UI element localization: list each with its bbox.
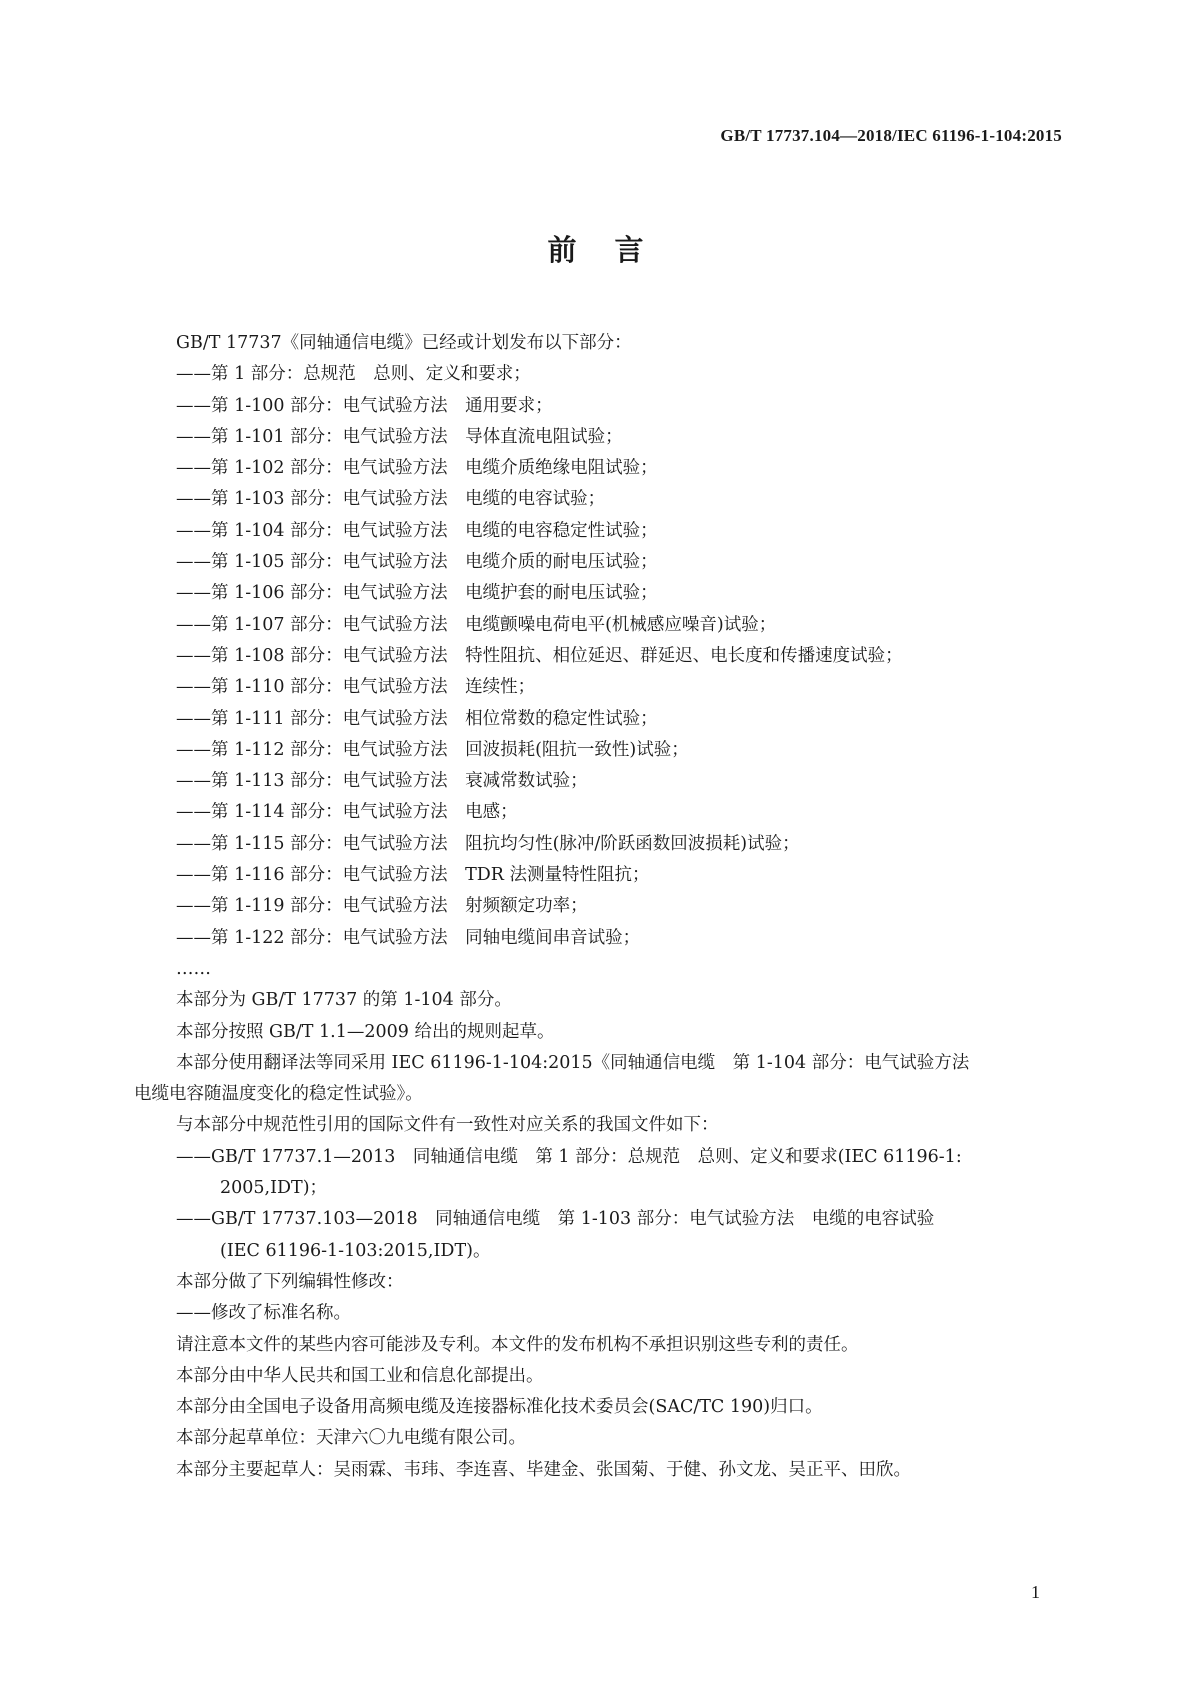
reference-item-line2: (IEC 61196-1-103:2015,IDT)。 — [220, 1240, 491, 1261]
parts-list — [134, 359, 1062, 954]
list-item: ——第 1-101 部分：电气试验方法 导体直流电阻试验； — [176, 426, 623, 447]
list-item: ——第 1-103 部分：电气试验方法 电缆的电容试验； — [176, 489, 606, 510]
page-title: 前言 — [547, 233, 682, 267]
list-item: ——第 1-116 部分：电气试验方法 TDR 法测量特性阻抗； — [176, 865, 650, 886]
list-item: ——第 1-115 部分：电气试验方法 阻抗均匀性(脉冲/阶跃函数回波损耗)试验； — [176, 833, 800, 854]
list-item: ——第 1-113 部分：电气试验方法 衰减常数试验； — [176, 771, 588, 792]
page-number: 1 — [1031, 1582, 1040, 1602]
list-item: ——第 1-100 部分：电气试验方法 通用要求； — [176, 395, 553, 416]
list-item: ——第 1-106 部分：电气试验方法 电缆护套的耐电压试验； — [176, 583, 658, 604]
intro-paragraph: GB/T 17737《同轴通信电缆》已经或计划发布以下部分： — [176, 333, 632, 353]
list-item: ——第 1-108 部分：电气试验方法 特性阻抗、相位延迟、群延迟、电长度和传播速度试验； — [176, 645, 903, 666]
paragraph-rules: 本部分按照 GB/T 1.1—2009 给出的规则起草。 — [176, 1021, 555, 1042]
paragraph-drafting-unit: 本部分起草单位：天津六〇九电缆有限公司。 — [176, 1428, 526, 1449]
paragraph-patent: 请注意本文件的某些内容可能涉及专利。本文件的发布机构不承担识别这些专利的责任。 — [176, 1334, 859, 1355]
references-list — [134, 1142, 1062, 1267]
list-item: ——第 1-105 部分：电气试验方法 电缆介质的耐电压试验； — [176, 552, 658, 573]
list-item: ——第 1-122 部分：电气试验方法 同轴电缆间串音试验； — [176, 927, 641, 948]
paragraph-drafters: 本部分主要起草人：吴雨霖、韦玮、李连喜、毕建金、张国菊、于健、孙文龙、吴正平、田欣。 — [176, 1459, 911, 1480]
edit-item: ——修改了标准名称。 — [176, 1303, 351, 1324]
paragraph-translation-line2: 电缆电容随温度变化的稳定性试验》。 — [134, 1084, 423, 1105]
list-item: ——第 1 部分：总规范 总则、定义和要求； — [176, 364, 531, 385]
paragraph-edits: 本部分做了下列编辑性修改： — [176, 1271, 404, 1292]
list-item: ——第 1-111 部分：电气试验方法 相位常数的稳定性试验； — [176, 708, 658, 729]
reference-item-line1: ——GB/T 17737.1—2013 同轴通信电缆 第 1 部分：总规范 总则、定义和要求(IEC 61196-1: — [176, 1146, 962, 1167]
reference-item-line2: 2005,IDT)； — [220, 1178, 328, 1199]
list-item: ——第 1-110 部分：电气试验方法 连续性； — [176, 677, 536, 698]
list-item: ——第 1-119 部分：电气试验方法 射频额定功率； — [176, 896, 588, 917]
reference-item-line1: ——GB/T 17737.103—2018 同轴通信电缆 第 1-103 部分：电气试验方法 电缆的电容试验 — [176, 1209, 935, 1230]
paragraph-translation-line1: 本部分使用翻译法等同采用 IEC 61196-1-104:2015《同轴通信电缆 第 1-104 部分：电气试验方法 — [176, 1052, 970, 1073]
list-item: ——第 1-104 部分：电气试验方法 电缆的电容稳定性试验； — [176, 520, 658, 541]
paragraph-consistency: 与本部分中规范性引用的国际文件有一致性对应关系的我国文件如下： — [176, 1115, 719, 1136]
document-body — [134, 328, 1062, 1486]
list-item: ——第 1-107 部分：电气试验方法 电缆颤噪电荷电平(机械感应噪音)试验； — [176, 614, 777, 635]
list-item: ——第 1-112 部分：电气试验方法 回波损耗(阻抗一致性)试验； — [176, 739, 689, 760]
standard-code-header: GB/T 17737.104—2018/IEC 61196-1-104:2015 — [720, 126, 1062, 145]
paragraph-committee: 本部分由全国电子设备用高频电缆及连接器标准化技术委员会(SAC/TC 190)归口。 — [176, 1397, 823, 1418]
paragraph-proposed: 本部分由中华人民共和国工业和信息化部提出。 — [176, 1365, 544, 1386]
list-item: ——第 1-102 部分：电气试验方法 电缆介质绝缘电阻试验； — [176, 458, 658, 479]
list-item: ——第 1-114 部分：电气试验方法 电感； — [176, 802, 518, 823]
paragraph-part: 本部分为 GB/T 17737 的第 1-104 部分。 — [176, 990, 512, 1011]
ellipsis: …… — [176, 958, 211, 979]
